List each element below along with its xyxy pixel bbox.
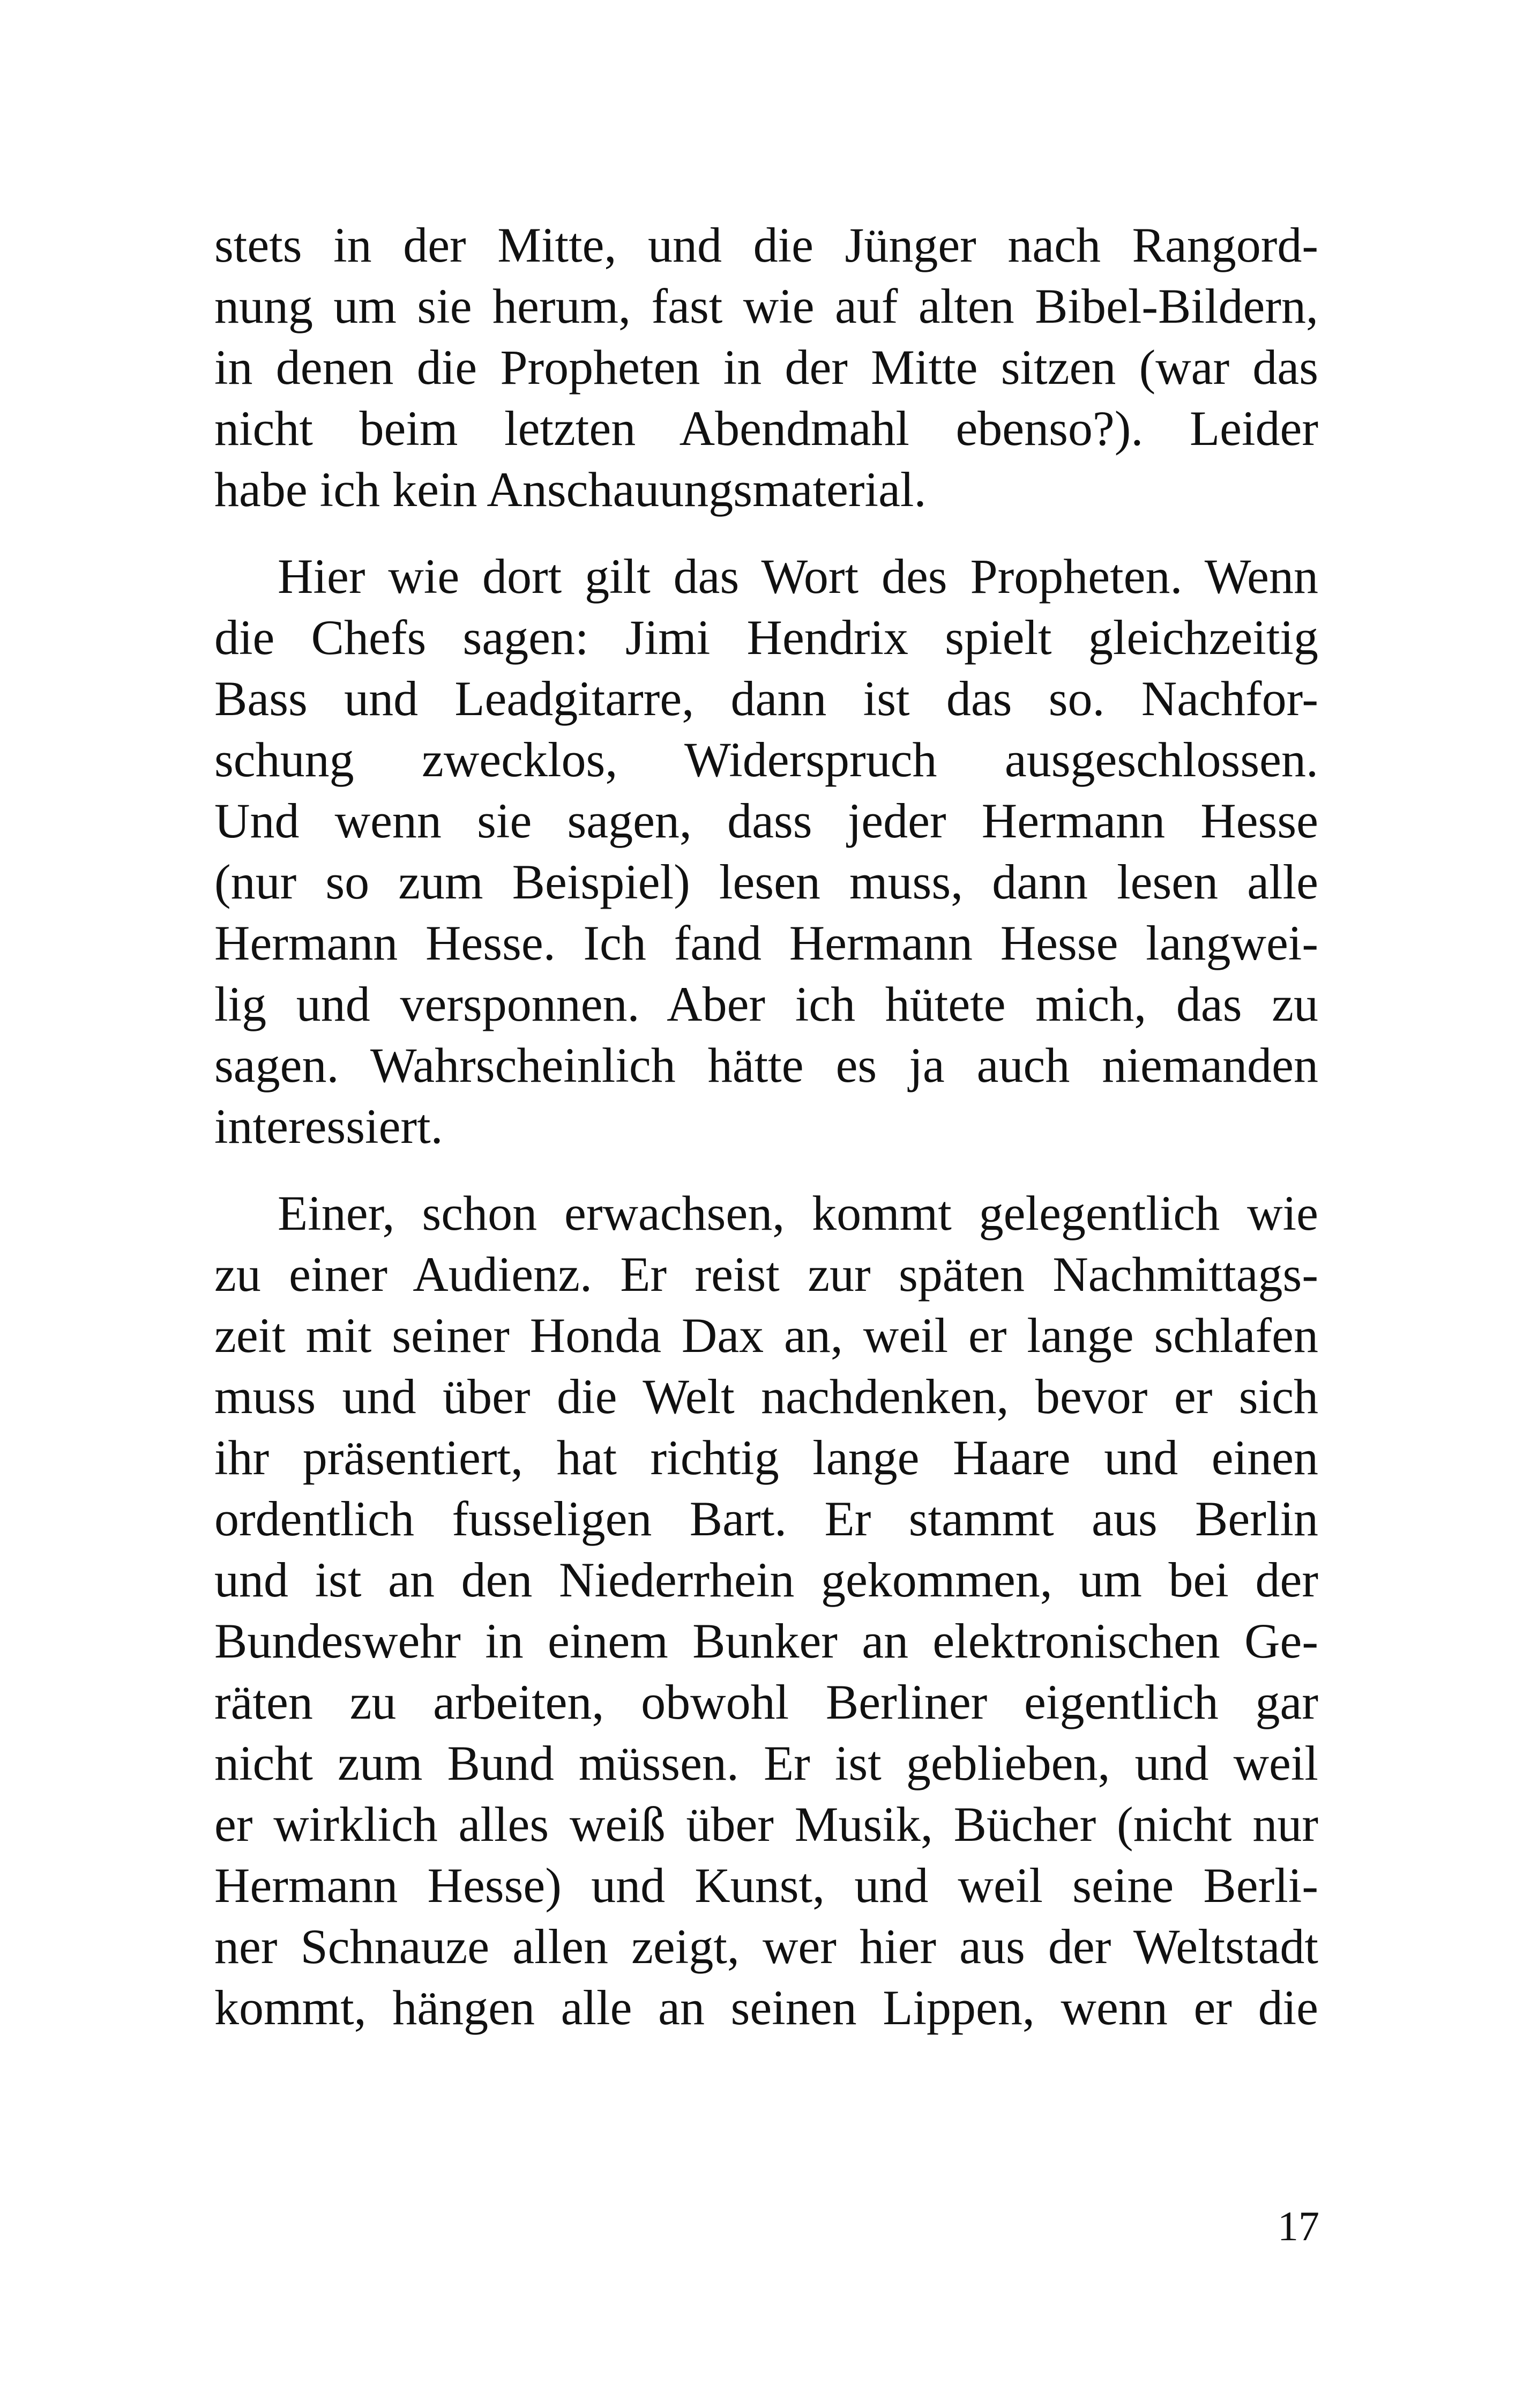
text-line: Bundeswehr in einem Bunker an elektronischen Ge- — [214, 1614, 1318, 1668]
paragraph — [214, 214, 1318, 520]
text-line: Einer, schon erwachsen, kommt gelegentlich wie — [278, 1186, 1318, 1240]
text-line: in denen die Propheten in der Mitte sitzen (war das — [214, 340, 1318, 395]
text-line: sagen. Wahrscheinlich hätte es ja auch niemanden — [214, 1038, 1318, 1092]
text-line: und ist an den Niederrhein gekommen, um bei der — [214, 1552, 1318, 1607]
text-line: ner Schnauze allen zeigt, wer hier aus der Weltstadt — [214, 1919, 1318, 1974]
text-line: die Chefs sagen: Jimi Hendrix spielt gleichzeitig — [214, 610, 1318, 665]
text-line: muss und über die Welt nachdenken, bevor er sich — [214, 1369, 1318, 1424]
text-line: interessiert. — [214, 1099, 443, 1154]
text-line: (nur so zum Beispiel) lesen muss, dann lesen alle — [214, 854, 1318, 909]
text-line: habe ich kein Anschauungsmaterial. — [214, 462, 927, 517]
text-line: Und wenn sie sagen, dass jeder Hermann Hesse — [214, 793, 1318, 848]
page-number: 17 — [1278, 2203, 1319, 2249]
text-line: kommt, hängen alle an seinen Lippen, wenn er die — [214, 1980, 1318, 2035]
text-line: nicht beim letzten Abendmahl ebenso?). Leider — [214, 401, 1318, 456]
text-line: zeit mit seiner Honda Dax an, weil er lange schlafen — [214, 1308, 1318, 1363]
text-line: schung zwecklos, Widerspruch ausgeschlossen. — [214, 732, 1318, 787]
body-text — [214, 214, 1318, 2038]
text-line: nung um sie herum, fast wie auf alten Bibel-Bildern, — [214, 279, 1318, 333]
text-line: ihr präsentiert, hat richtig lange Haare und einen — [214, 1430, 1318, 1485]
paragraph — [214, 546, 1318, 1157]
paragraph — [214, 1183, 1318, 2038]
text-line: Hermann Hesse) und Kunst, und weil seine Berli- — [214, 1858, 1318, 1913]
text-line: stets in der Mitte, und die Jünger nach Rangord- — [214, 218, 1318, 272]
text-line: Hier wie dort gilt das Wort des Propheten. Wenn — [278, 549, 1318, 604]
text-line: ordentlich fusseligen Bart. Er stammt aus Berlin — [214, 1491, 1318, 1546]
text-line: räten zu arbeiten, obwohl Berliner eigentlich gar — [214, 1675, 1318, 1729]
text-line: nicht zum Bund müssen. Er ist geblieben, und weil — [214, 1736, 1318, 1790]
text-line: lig und versponnen. Aber ich hütete mich, das zu — [214, 977, 1318, 1031]
text-line: er wirklich alles weiß über Musik, Bücher (nicht nur — [214, 1797, 1318, 1852]
text-line: Hermann Hesse. Ich fand Hermann Hesse langwei- — [214, 916, 1318, 970]
text-line: Bass und Leadgitarre, dann ist das so. Nachfor- — [214, 671, 1318, 726]
text-line: zu einer Audienz. Er reist zur späten Nachmittags- — [214, 1247, 1318, 1302]
